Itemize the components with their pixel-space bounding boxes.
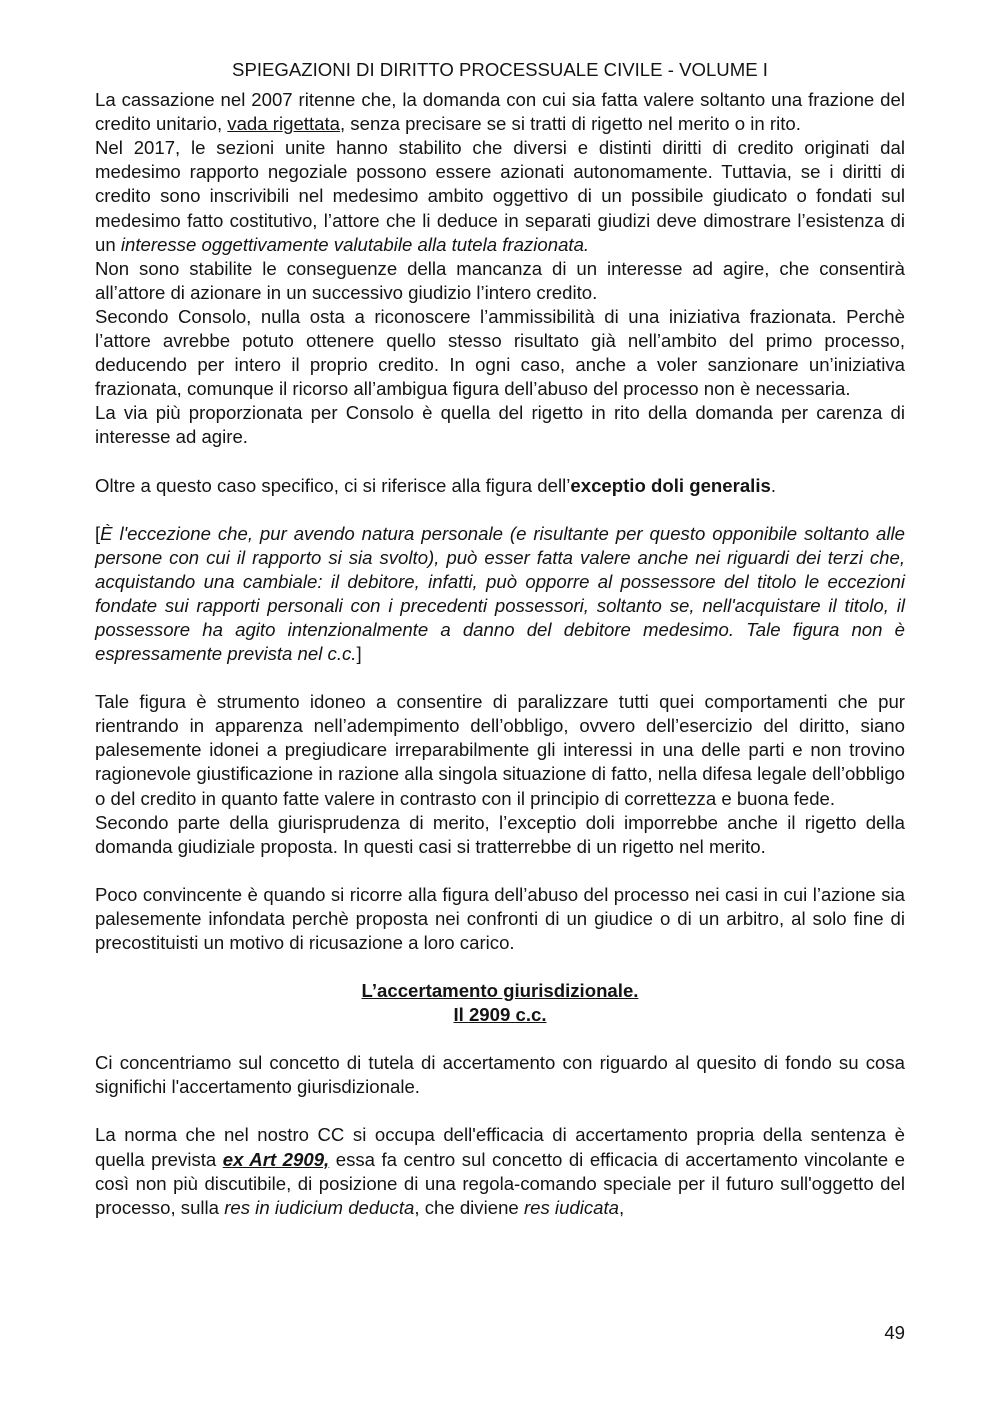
paragraph-cassazione-2007: La cassazione nel 2007 ritenne che, la domanda con cui sia fatta valere soltanto una frazione del credito unitario, vada rigettata, senza precisare se si tratti di rigetto nel merito o in rito. [95, 89, 905, 135]
paragraph-abuso-processo: Poco convincente è quando si ricorre alla figura dell’abuso del processo nei casi in cui l’azione sia palesemente infondata perchè proposta nei confronti di un giudice o di un arbitro, al solo fine di precostituisti un motivo di ricusazione a loro carico. [95, 883, 905, 953]
paragraph-tale-figura: Tale figura è strumento idoneo a consentire di paralizzare tutti quei comportamenti che pur rientrando in apparenza nell’adempimento dell’obbligo, ovvero dell’esercizio del diritto, siano palesemente idonei a pregiudicare irreparabilmente gli interessi in una delle parti e non trovino ragionevole giustificazione in razione alla singola situazione di fatto, nella difesa legale dell’obbligo o del credito in quanto fatte valere in contrasto con il principio di correttezza e buona fede. [95, 691, 905, 809]
paragraph-consolo: Secondo Consolo, nulla osta a riconoscere l’ammissibilità di una iniziativa frazionata. Perchè l’attore avrebbe potuto ottenere quello stesso risultato già nell’ambito del primo processo, deducendo per intero il proprio credito. In ogni caso, anche a voler sanzionare un’iniziativa frazionata, comunque il ricorso all’ambigua figura dell’abuso del processo non è necessaria. [95, 305, 905, 400]
paragraph-via-proporzionata: La via più proporzionata per Consolo è quella del rigetto in rito della domanda per carenza di interesse ad agire. [95, 402, 905, 448]
page-number: 49 [884, 1322, 905, 1343]
article-reference: ex Art 2909, [222, 1148, 330, 1170]
underlined-phrase: vada rigettata [227, 113, 340, 135]
section-title: L’accertamento giurisdizionale. [361, 980, 639, 1002]
paragraph-exceptio-doli: Oltre a questo caso specifico, ci si riferisce alla figura dell’exceptio doli generalis. [95, 474, 777, 496]
bracketed-note: [È l'eccezione che, pur avendo natura personale (e risultante per questo opponibile soltanto alle persone con cui il rapporto si sia svolto), può esser fatta valere anche nei riguardi dei terzi che, acquistando una cambiale: il debitore, infatti, può opporre al possessore del titolo le eccezioni fondate sui rapporti personali con i precedenti possessori, soltanto se, nell'acquistare il titolo, il possessore ha agito intenzionalmente a danno del debitore medesimo. Tale figura non è espressamente prevista nel c.c.] [95, 522, 905, 665]
italic-phrase: interesse oggettivamente valutabile alla tutela frazionata. [120, 233, 590, 255]
document-page [95, 58, 905, 1220]
paragraph-art-2909: La norma che nel nostro CC si occupa dell'efficacia di accertamento propria della sentenza è quella prevista ex Art 2909, essa fa centro sul concetto di efficacia di accertamento vincolante e così non più discutibile, di posizione di una regola-comando speciale per il futuro sull'oggetto del processo, sulla res in iudicium deducta, che diviene res iudicata, [95, 1124, 905, 1218]
paragraph-interesse-ad-agire: Non sono stabilite le conseguenze della mancanza di un interesse ad agire, che consentirà all’attore di azionare in un successivo giudizio l’intero credito. [95, 257, 905, 303]
paragraph-tutela-accertamento: Ci concentriamo sul concetto di tutela di accertamento con riguardo al quesito di fondo su cosa significhi l'accertamento giurisdizionale. [95, 1052, 905, 1098]
latin-term: res in iudicium deducta [224, 1196, 415, 1218]
section-heading [95, 979, 905, 1027]
bold-term: exceptio doli generalis [570, 474, 771, 496]
latin-term: res iudicata [523, 1196, 620, 1218]
paragraph-giurisprudenza-merito: Secondo parte della giurisprudenza di merito, l’exceptio doli imporrebbe anche il rigetto della domanda giudiziale proposta. In questi casi si tratterrebbe di un rigetto nel merito. [95, 811, 905, 857]
section-subtitle: Il 2909 c.c. [453, 1004, 547, 1026]
running-header: SPIEGAZIONI DI DIRITTO PROCESSUALE CIVILE - VOLUME I [232, 59, 768, 80]
paragraph-sezioni-unite-2017: Nel 2017, le sezioni unite hanno stabilito che diversi e distinti diritti di credito originati dal medesimo rapporto negoziale possono essere azionati autonomamente. Tuttavia, se i diritti di credito sono inscrivibili nel medesimo ambito oggettivo di un possibile giudicato o fondati sul medesimo fatto costitutivo, l’attore che li deduce in separati giudizi deve dimostrare l’esistenza di un interesse oggettivamente valutabile alla tutela frazionata. [95, 137, 905, 255]
